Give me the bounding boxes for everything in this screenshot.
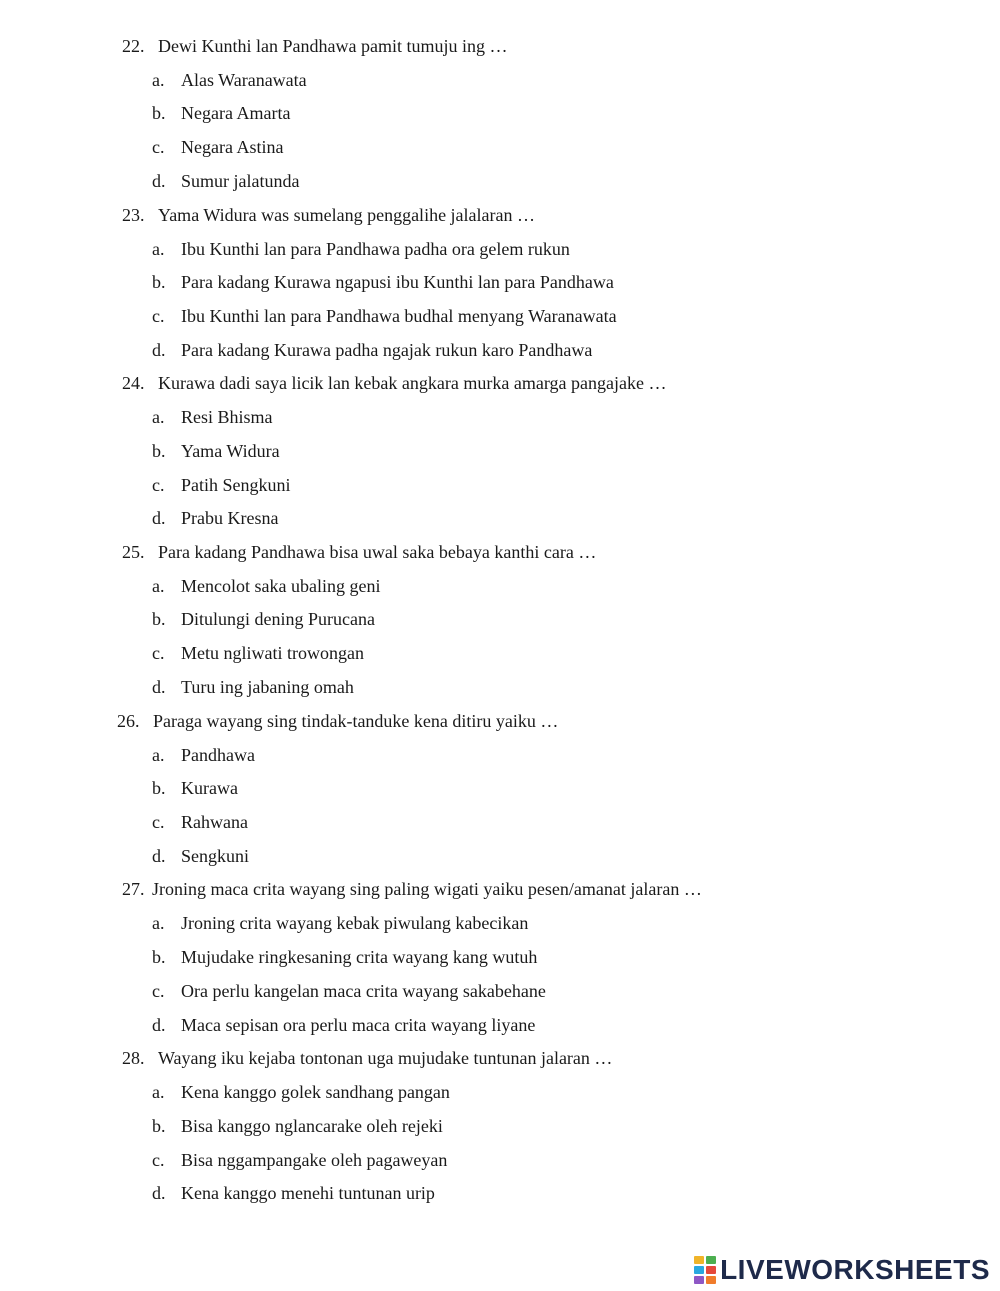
liveworksheets-logo-icon bbox=[694, 1256, 716, 1284]
option-letter: d. bbox=[152, 171, 166, 191]
option-28-c[interactable] bbox=[152, 1149, 447, 1171]
option-text: Jroning crita wayang kebak piwulang kabecikan bbox=[181, 913, 529, 933]
option-text: Rahwana bbox=[181, 812, 248, 832]
option-letter: c. bbox=[152, 475, 165, 495]
option-letter: a. bbox=[152, 1082, 165, 1102]
question-24 bbox=[122, 372, 666, 394]
option-text: Turu ing jabaning omah bbox=[181, 677, 354, 697]
option-letter: c. bbox=[152, 1150, 165, 1170]
option-text: Negara Astina bbox=[181, 137, 284, 157]
option-letter: a. bbox=[152, 239, 165, 259]
brand-text: LIVEWORKSHEETS bbox=[720, 1254, 990, 1285]
option-text: Ibu Kunthi lan para Pandhawa budhal menyang Waranawata bbox=[181, 306, 617, 326]
option-text: Ora perlu kangelan maca crita wayang sakabehane bbox=[181, 981, 546, 1001]
option-28-d[interactable] bbox=[152, 1182, 435, 1204]
option-letter: a. bbox=[152, 407, 165, 427]
option-text: Ditulungi dening Purucana bbox=[181, 609, 375, 629]
option-letter: a. bbox=[152, 70, 165, 90]
option-22-c[interactable] bbox=[152, 136, 283, 158]
liveworksheets-brand[interactable] bbox=[694, 1254, 990, 1286]
question-25 bbox=[122, 541, 596, 563]
option-24-c[interactable] bbox=[152, 474, 291, 496]
option-letter: b. bbox=[152, 441, 166, 461]
question-number: 27. bbox=[122, 879, 145, 899]
option-letter: d. bbox=[152, 1183, 166, 1203]
option-26-d[interactable] bbox=[152, 845, 249, 867]
option-text: Kena kanggo menehi tuntunan urip bbox=[181, 1183, 435, 1203]
option-letter: b. bbox=[152, 947, 166, 967]
logo-tile bbox=[706, 1276, 716, 1284]
option-text: Resi Bhisma bbox=[181, 407, 273, 427]
option-text: Pandhawa bbox=[181, 745, 255, 765]
option-23-c[interactable] bbox=[152, 305, 617, 327]
option-text: Metu ngliwati trowongan bbox=[181, 643, 364, 663]
option-25-a[interactable] bbox=[152, 575, 380, 597]
option-letter: b. bbox=[152, 778, 166, 798]
option-22-a[interactable] bbox=[152, 69, 307, 91]
option-text: Bisa nggampangake oleh pagaweyan bbox=[181, 1150, 448, 1170]
option-text: Mujudake ringkesaning crita wayang kang wutuh bbox=[181, 947, 538, 967]
question-text: Wayang iku kejaba tontonan uga mujudake tuntunan jalaran … bbox=[158, 1048, 613, 1068]
option-text: Sumur jalatunda bbox=[181, 171, 300, 191]
option-text: Para kadang Kurawa ngapusi ibu Kunthi lan para Pandhawa bbox=[181, 272, 614, 292]
option-letter: a. bbox=[152, 745, 165, 765]
option-25-b[interactable] bbox=[152, 608, 375, 630]
option-24-d[interactable] bbox=[152, 507, 278, 529]
option-letter: c. bbox=[152, 137, 165, 157]
question-number: 22. bbox=[122, 36, 145, 56]
question-27 bbox=[122, 878, 702, 900]
option-text: Ibu Kunthi lan para Pandhawa padha ora gelem rukun bbox=[181, 239, 570, 259]
option-text: Kena kanggo golek sandhang pangan bbox=[181, 1082, 450, 1102]
question-text: Kurawa dadi saya licik lan kebak angkara murka amarga pangajake … bbox=[158, 373, 667, 393]
option-letter: b. bbox=[152, 103, 166, 123]
option-27-d[interactable] bbox=[152, 1014, 535, 1036]
option-letter: c. bbox=[152, 643, 165, 663]
option-letter: a. bbox=[152, 913, 165, 933]
option-text: Alas Waranawata bbox=[181, 70, 307, 90]
option-27-c[interactable] bbox=[152, 980, 546, 1002]
option-letter: b. bbox=[152, 609, 166, 629]
option-text: Bisa kanggo nglancarake oleh rejeki bbox=[181, 1116, 443, 1136]
option-26-a[interactable] bbox=[152, 744, 255, 766]
option-letter: c. bbox=[152, 812, 165, 832]
option-24-b[interactable] bbox=[152, 440, 280, 462]
question-22 bbox=[122, 35, 507, 57]
question-text: Dewi Kunthi lan Pandhawa pamit tumuju ing … bbox=[158, 36, 508, 56]
option-23-b[interactable] bbox=[152, 271, 614, 293]
logo-tile bbox=[694, 1266, 704, 1274]
logo-tile bbox=[694, 1276, 704, 1284]
question-number: 26. bbox=[117, 711, 140, 731]
question-number: 24. bbox=[122, 373, 145, 393]
option-letter: a. bbox=[152, 576, 165, 596]
option-26-c[interactable] bbox=[152, 811, 248, 833]
option-28-a[interactable] bbox=[152, 1081, 450, 1103]
option-letter: b. bbox=[152, 272, 166, 292]
option-text: Sengkuni bbox=[181, 846, 250, 866]
option-27-b[interactable] bbox=[152, 946, 537, 968]
question-number: 28. bbox=[122, 1048, 145, 1068]
question-text: Jroning maca crita wayang sing paling wigati yaiku pesen/amanat jalaran … bbox=[152, 879, 702, 899]
option-text: Mencolot saka ubaling geni bbox=[181, 576, 381, 596]
option-26-b[interactable] bbox=[152, 777, 238, 799]
option-letter: d. bbox=[152, 1015, 166, 1035]
option-22-d[interactable] bbox=[152, 170, 299, 192]
option-letter: d. bbox=[152, 340, 166, 360]
option-text: Kurawa bbox=[181, 778, 238, 798]
option-letter: d. bbox=[152, 677, 166, 697]
option-25-d[interactable] bbox=[152, 676, 354, 698]
option-text: Yama Widura bbox=[181, 441, 280, 461]
question-28 bbox=[122, 1047, 612, 1069]
option-23-a[interactable] bbox=[152, 238, 570, 260]
logo-tile bbox=[706, 1266, 716, 1274]
question-text: Yama Widura was sumelang penggalihe jalalaran … bbox=[158, 205, 536, 225]
option-letter: b. bbox=[152, 1116, 166, 1136]
question-number: 23. bbox=[122, 205, 145, 225]
option-23-d[interactable] bbox=[152, 339, 592, 361]
option-text: Maca sepisan ora perlu maca crita wayang liyane bbox=[181, 1015, 536, 1035]
option-27-a[interactable] bbox=[152, 912, 528, 934]
option-24-a[interactable] bbox=[152, 406, 273, 428]
option-25-c[interactable] bbox=[152, 642, 364, 664]
option-letter: d. bbox=[152, 846, 166, 866]
question-text: Para kadang Pandhawa bisa uwal saka bebaya kanthi cara … bbox=[158, 542, 597, 562]
option-text: Prabu Kresna bbox=[181, 508, 279, 528]
option-letter: d. bbox=[152, 508, 166, 528]
option-22-b[interactable] bbox=[152, 102, 290, 124]
option-28-b[interactable] bbox=[152, 1115, 443, 1137]
option-text: Para kadang Kurawa padha ngajak rukun karo Pandhawa bbox=[181, 340, 593, 360]
option-letter: c. bbox=[152, 306, 165, 326]
question-number: 25. bbox=[122, 542, 145, 562]
question-26 bbox=[117, 710, 558, 732]
question-23 bbox=[122, 204, 535, 226]
question-text: Paraga wayang sing tindak-tanduke kena ditiru yaiku … bbox=[153, 711, 559, 731]
option-text: Negara Amarta bbox=[181, 103, 291, 123]
option-letter: c. bbox=[152, 981, 165, 1001]
logo-tile bbox=[694, 1256, 704, 1264]
logo-tile bbox=[706, 1256, 716, 1264]
option-text: Patih Sengkuni bbox=[181, 475, 291, 495]
